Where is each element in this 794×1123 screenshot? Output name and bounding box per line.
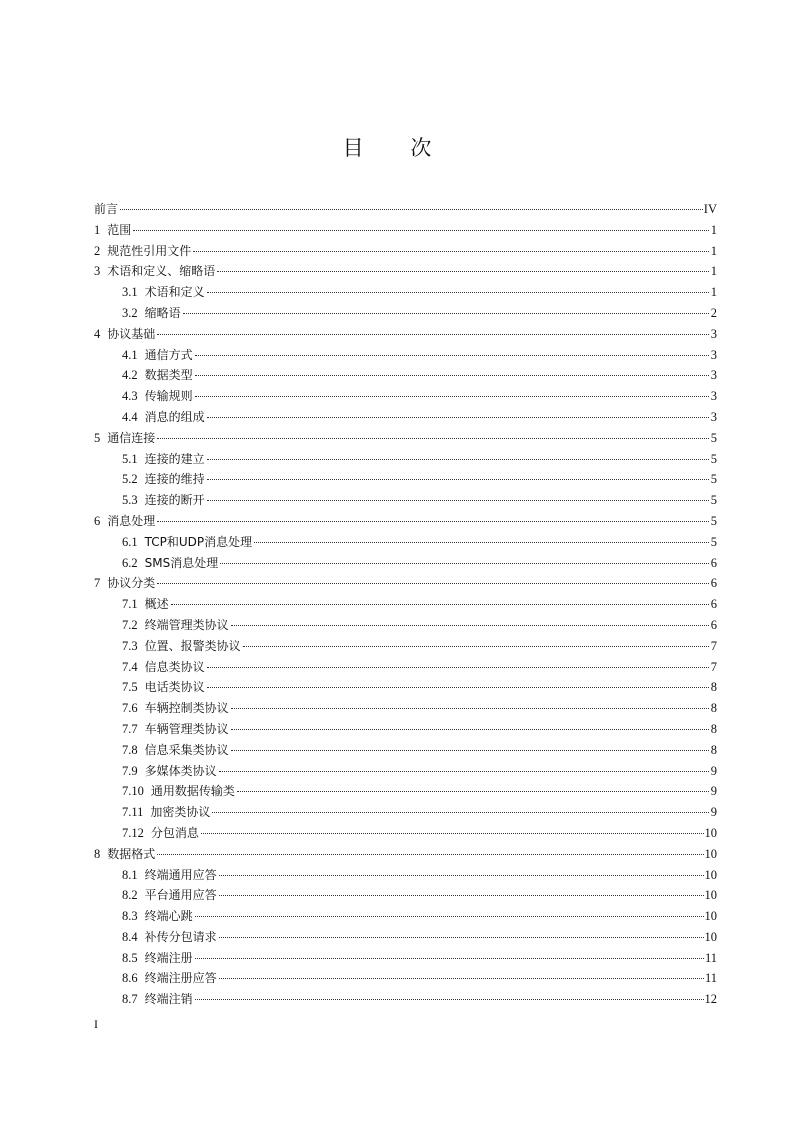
toc-entry-label: 协议分类 — [107, 576, 156, 591]
toc-entry-label: 信息采集类协议 — [144, 742, 229, 757]
toc-leader-dots — [183, 312, 709, 314]
toc-entry[interactable] — [94, 553, 717, 574]
toc-entry-page: 7 — [710, 638, 717, 653]
toc-entry[interactable] — [94, 781, 717, 802]
toc-entry-label: 连接的建立 — [144, 451, 205, 466]
toc-entry-page: 6 — [710, 597, 717, 612]
toc-entry-number: 7 — [94, 576, 101, 591]
toc-entry-page: 5 — [710, 534, 717, 549]
toc-entry-label: 分包消息 — [150, 825, 199, 840]
toc-entry-page: 11 — [704, 950, 717, 965]
toc-entry-label: 终端注册 — [144, 950, 193, 965]
toc-entry-number: 7.11 — [122, 805, 144, 820]
toc-entry[interactable] — [94, 345, 717, 366]
toc-entry-page: 6 — [710, 617, 717, 632]
toc-entry-label: 终端注册应答 — [144, 971, 217, 986]
toc-leader-dots — [195, 998, 704, 1000]
toc-entry-page: 1 — [710, 243, 717, 258]
toc-entry-page: 3 — [710, 389, 717, 404]
toc-entry-label: 补传分包请求 — [144, 929, 217, 944]
toc-entry-number: 8.2 — [122, 888, 138, 903]
toc-entry[interactable] — [94, 365, 717, 386]
toc-entry-number: 2 — [94, 243, 101, 258]
toc-entry[interactable] — [94, 324, 717, 345]
toc-entry-page: 6 — [710, 576, 717, 591]
toc-entry[interactable] — [94, 428, 717, 449]
toc-entry-number: 6.2 — [122, 555, 138, 570]
toc-entry[interactable] — [94, 282, 717, 303]
toc-entry-number: 7.12 — [122, 825, 144, 840]
toc-leader-dots — [157, 520, 709, 522]
toc-entry-number: 7.10 — [122, 784, 144, 799]
toc-entry-number: 7.5 — [122, 680, 138, 695]
toc-entry[interactable] — [94, 698, 717, 719]
toc-entry-page: 5 — [710, 513, 717, 528]
toc-entry-page: 10 — [704, 888, 717, 903]
toc-entry-page: 9 — [710, 784, 717, 799]
toc-entry-number: 7.7 — [122, 721, 138, 736]
toc-entry[interactable] — [94, 657, 717, 678]
toc-leader-dots — [220, 562, 709, 564]
toc-entry-page: 8 — [710, 742, 717, 757]
toc-entry-page: 6 — [710, 555, 717, 570]
toc-entry-page: 3 — [710, 368, 717, 383]
toc-entry-number: 5.3 — [122, 493, 138, 508]
toc-entry-number: 7.4 — [122, 659, 138, 674]
toc-leader-dots — [231, 624, 709, 626]
toc-entry-number: 7.6 — [122, 701, 138, 716]
toc-leader-dots — [195, 915, 704, 917]
toc-entry-number: 3 — [94, 264, 101, 279]
toc-entry-page: 3 — [710, 409, 717, 424]
toc-entry-page: 10 — [704, 929, 717, 944]
toc-entry[interactable] — [94, 761, 717, 782]
toc-entry-page: 12 — [704, 992, 717, 1007]
toc-entry-label: 前言 — [94, 202, 119, 216]
toc-entry-page: 1 — [710, 285, 717, 300]
toc-entry-number: 8.4 — [122, 929, 138, 944]
toc-entry[interactable] — [94, 490, 717, 511]
toc-entry-page: 9 — [710, 805, 717, 820]
toc-entry-number: 8.1 — [122, 867, 138, 882]
toc-leader-dots — [207, 686, 709, 688]
toc-entry[interactable] — [94, 573, 717, 594]
toc-entry-page: 1 — [710, 264, 717, 279]
toc-entry[interactable] — [94, 241, 717, 262]
toc-entry-number: 8.3 — [122, 909, 138, 924]
toc-entry-number: 5 — [94, 430, 101, 445]
toc-leader-dots — [207, 291, 709, 293]
page-number: I — [94, 1017, 98, 1031]
toc-entry-label: 终端通用应答 — [144, 867, 217, 882]
toc-entry-label: 车辆管理类协议 — [144, 721, 229, 736]
toc-entry-label: 数据格式 — [107, 846, 156, 861]
toc-leader-dots — [207, 478, 709, 480]
toc-entry-label: 平台通用应答 — [144, 888, 217, 903]
toc-entry[interactable] — [94, 740, 717, 761]
toc-leader-dots — [171, 603, 709, 605]
toc-entry-label: 传输规则 — [144, 389, 193, 404]
toc-entry-page: 1 — [710, 222, 717, 237]
toc-entry-page: 2 — [710, 305, 717, 320]
toc-entry-page: 5 — [710, 493, 717, 508]
toc-entry[interactable] — [94, 865, 717, 886]
toc-leader-dots — [157, 853, 703, 855]
toc-entry[interactable] — [94, 636, 717, 657]
toc-entry-label: 消息处理 — [107, 513, 156, 528]
toc-entry-label: 规范性引用文件 — [107, 243, 192, 258]
toc-entry-label: 通信连接 — [107, 430, 156, 445]
toc-entry[interactable] — [94, 469, 717, 490]
toc-entry-label: TCP和UDP消息处理 — [144, 534, 253, 549]
toc-leader-dots — [133, 229, 709, 231]
toc-entry[interactable] — [94, 303, 717, 324]
toc-entry-label: 多媒体类协议 — [144, 763, 217, 778]
toc-entry-label: 缩略语 — [144, 305, 181, 320]
toc-leader-dots — [219, 874, 704, 876]
toc-entry-page: 8 — [710, 701, 717, 716]
toc-entry-page: 8 — [710, 721, 717, 736]
toc-entry-number: 4.3 — [122, 389, 138, 404]
toc-entry[interactable] — [94, 906, 717, 927]
toc-entry-label: 术语和定义、缩略语 — [107, 264, 216, 279]
toc-entry-label: 终端管理类协议 — [144, 617, 229, 632]
toc-entry[interactable] — [94, 386, 717, 407]
toc-entry[interactable] — [94, 220, 717, 241]
toc-entry-label: 通信方式 — [144, 347, 193, 362]
toc-entry-number: 8 — [94, 846, 101, 861]
toc-entry-page: 8 — [710, 680, 717, 695]
toc-leader-dots — [219, 894, 704, 896]
toc-entry-label: 通用数据传输类 — [150, 784, 235, 799]
toc-entry[interactable] — [94, 407, 717, 428]
toc-entry-page: 7 — [710, 659, 717, 674]
toc-entry[interactable] — [94, 844, 717, 865]
toc-leader-dots — [207, 666, 709, 668]
toc-entry-label: 数据类型 — [144, 368, 193, 383]
toc-entry-number: 8.7 — [122, 992, 138, 1007]
toc-leader-dots — [207, 458, 709, 460]
toc-entry-label: 范围 — [107, 222, 132, 237]
toc-leader-dots — [254, 541, 709, 543]
toc-entry-number: 3.1 — [122, 285, 138, 300]
toc-entry-label: 协议基础 — [107, 326, 156, 341]
toc-entry-label: 连接的维持 — [144, 472, 205, 487]
toc-entry-page: 5 — [710, 430, 717, 445]
toc-entry[interactable] — [94, 511, 717, 532]
toc-entry-label: 车辆控制类协议 — [144, 701, 229, 716]
toc-leader-dots — [157, 582, 709, 584]
toc-leader-dots — [217, 270, 709, 272]
toc-entry[interactable] — [94, 261, 717, 282]
toc-entry-page: 10 — [704, 846, 717, 861]
toc-leader-dots — [207, 416, 709, 418]
toc-entry-label: 终端心跳 — [144, 909, 193, 924]
toc-leader-dots — [157, 333, 709, 335]
toc-leader-dots — [212, 811, 709, 813]
toc-entry[interactable] — [94, 594, 717, 615]
toc-entry-label: 位置、报警类协议 — [144, 638, 241, 653]
toc-leader-dots — [120, 208, 703, 210]
toc-leader-dots — [237, 790, 709, 792]
toc-entry-label: 概述 — [144, 597, 169, 612]
toc-entry-number: 6.1 — [122, 534, 138, 549]
toc-entry-label: 消息的组成 — [144, 409, 205, 424]
toc-leader-dots — [231, 749, 709, 751]
toc-entry-number: 8.5 — [122, 950, 138, 965]
toc-entry-number: 1 — [94, 222, 101, 237]
toc-entry-page: 3 — [710, 347, 717, 362]
toc-entry-number: 5.1 — [122, 451, 138, 466]
toc-entry-page: 10 — [704, 825, 717, 840]
toc-entry-label: 加密类协议 — [150, 805, 211, 820]
toc-leader-dots — [195, 374, 709, 376]
toc-entry[interactable] — [94, 823, 717, 844]
toc-entry[interactable] — [94, 948, 717, 969]
toc-entry-label: 终端注销 — [144, 992, 193, 1007]
toc-entry[interactable] — [94, 802, 717, 823]
toc-entry[interactable] — [94, 449, 717, 470]
toc-entry-page: 5 — [710, 451, 717, 466]
toc-entry[interactable] — [94, 968, 717, 989]
toc-leader-dots — [231, 728, 709, 730]
toc-entry-number: 7.1 — [122, 597, 138, 612]
table-of-contents — [94, 199, 717, 1010]
toc-entry-number: 4.2 — [122, 368, 138, 383]
toc-leader-dots — [219, 770, 709, 772]
toc-leader-dots — [207, 499, 709, 501]
toc-entry-number: 8.6 — [122, 971, 138, 986]
toc-entry-number: 6 — [94, 513, 101, 528]
toc-leader-dots — [243, 645, 709, 647]
toc-leader-dots — [157, 437, 709, 439]
toc-entry-number: 4.4 — [122, 409, 138, 424]
toc-entry-number: 7.3 — [122, 638, 138, 653]
toc-entry-label: SMS消息处理 — [144, 555, 219, 570]
toc-entry-number: 4.1 — [122, 347, 138, 362]
toc-entry[interactable] — [94, 927, 717, 948]
toc-entry[interactable] — [94, 989, 717, 1010]
toc-entry-page: 5 — [710, 472, 717, 487]
toc-entry[interactable] — [94, 719, 717, 740]
toc-entry-label: 术语和定义 — [144, 285, 205, 300]
toc-entry[interactable] — [94, 885, 717, 906]
toc-entry[interactable] — [94, 532, 717, 553]
toc-entry-number: 7.2 — [122, 617, 138, 632]
toc-leader-dots — [231, 707, 709, 709]
toc-entry-label: 连接的断开 — [144, 493, 205, 508]
page-title: 目 次 — [342, 136, 452, 161]
toc-leader-dots — [201, 832, 704, 834]
toc-entry[interactable] — [94, 677, 717, 698]
toc-entry-page: IV — [703, 202, 717, 216]
toc-leader-dots — [195, 957, 704, 959]
toc-leader-dots — [195, 354, 709, 356]
toc-entry-number: 3.2 — [122, 305, 138, 320]
toc-entry-page: 10 — [704, 909, 717, 924]
toc-entry-page: 10 — [704, 867, 717, 882]
toc-entry[interactable] — [94, 615, 717, 636]
toc-entry[interactable] — [94, 199, 717, 220]
toc-entry-page: 9 — [710, 763, 717, 778]
toc-leader-dots — [193, 250, 709, 252]
toc-entry-label: 信息类协议 — [144, 659, 205, 674]
toc-entry-number: 7.9 — [122, 763, 138, 778]
toc-leader-dots — [219, 977, 704, 979]
toc-entry-number: 7.8 — [122, 742, 138, 757]
toc-leader-dots — [219, 936, 704, 938]
toc-entry-number: 5.2 — [122, 472, 138, 487]
toc-entry-page: 11 — [704, 971, 717, 986]
toc-entry-label: 电话类协议 — [144, 680, 205, 695]
toc-entry-page: 3 — [710, 326, 717, 341]
toc-entry-number: 4 — [94, 326, 101, 341]
toc-leader-dots — [195, 395, 709, 397]
